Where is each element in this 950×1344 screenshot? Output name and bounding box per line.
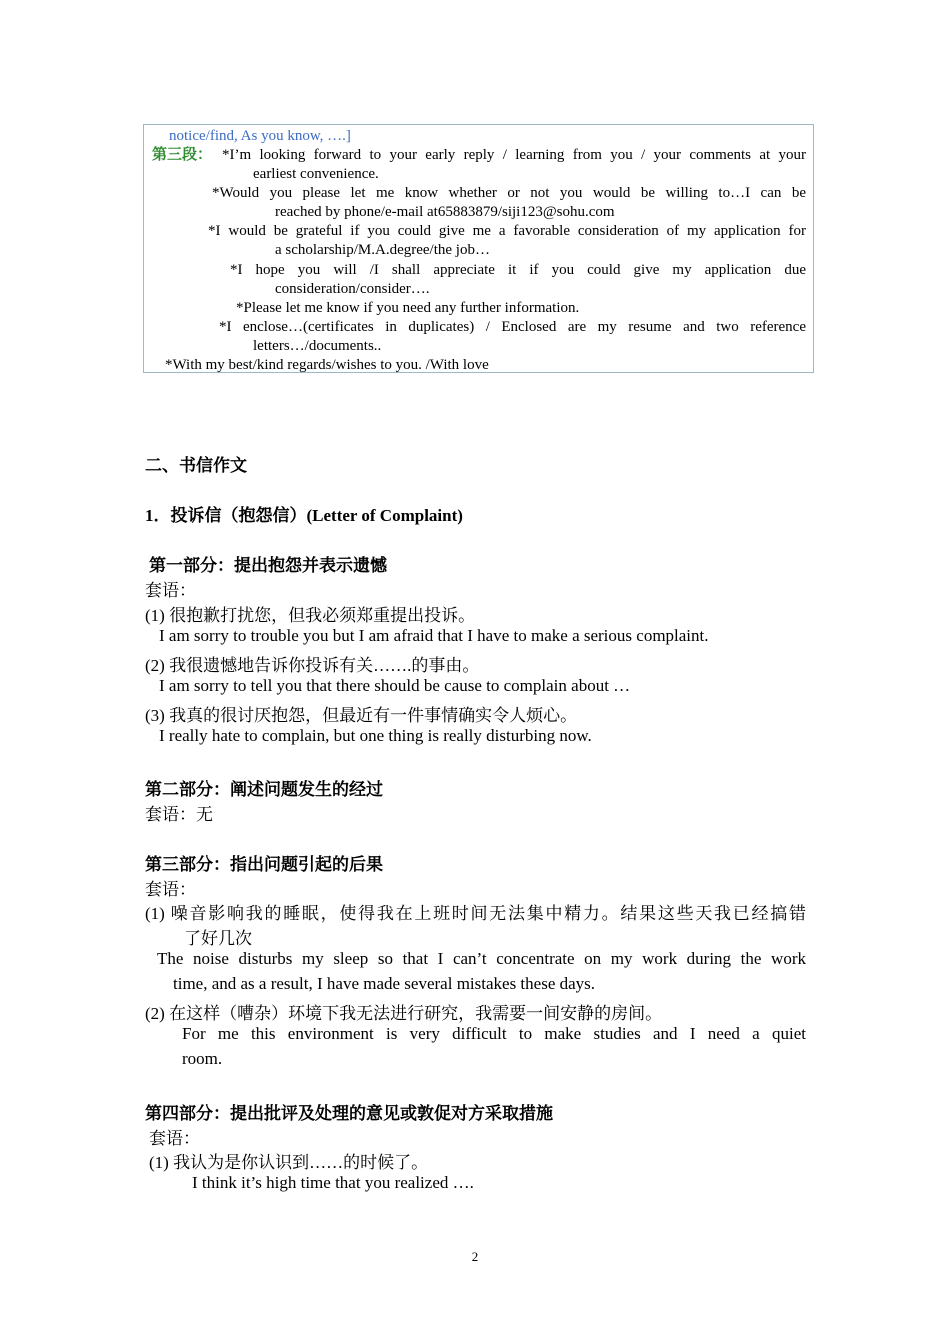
part1-en-2: I am sorry to tell you that there should be cause to complain about … [159, 676, 631, 695]
part3-en-1a: The noise disturbs my sleep so that I can’t concentrate on my work during the work [157, 949, 806, 968]
box-line-4a: *I hope you will /I shall appreciate it if you could give my application due [230, 262, 806, 278]
para3-label: 第三段： [152, 147, 213, 163]
box-line-1a: *I’m looking forward to your early reply / learning from you / your comments at your [222, 147, 806, 163]
box-line-3a: *I would be grateful if you could give me a favorable consideration of my application for [208, 223, 806, 239]
box-line-2a: *Would you please let me know whether or not you would be willing to…I can be [212, 185, 806, 201]
part3-en-2a: For me this environment is very difficult to make studies and I need a quiet [182, 1024, 806, 1043]
part1-title: 第一部分：提出抱怨并表示遗憾 [149, 556, 387, 575]
box-line-4b: consideration/consider…. [275, 281, 430, 297]
part4-en-1: I think it’s high time that you realized …. [192, 1173, 474, 1192]
part4-cn-1: (1) 我认为是你认识到……的时候了。 [149, 1153, 429, 1172]
box-line-2b: reached by phone/e-mail at65883879/siji123@sohu.com [275, 204, 615, 220]
part1-cn-3: (3) 我真的很讨厌抱怨，但最近有一件事情确实令人烦心。 [145, 706, 578, 725]
part1-en-3: I really hate to complain, but one thing is really disturbing now. [159, 726, 592, 745]
part4-title: 第四部分：提出批评及处理的意见或敦促对方采取措施 [145, 1104, 553, 1123]
part3-en-1b: time, and as a result, I have made several mistakes these days. [173, 974, 596, 993]
part3-en-2b: room. [182, 1049, 223, 1068]
box-line-6b: letters…/documents.. [253, 338, 382, 354]
part1-en-1: I am sorry to trouble you but I am afraid that I have to make a serious complaint. [159, 626, 709, 645]
section-title: 二、书信作文 [145, 456, 247, 475]
box-line-3b: a scholarship/M.A.degree/the job… [275, 242, 490, 258]
phrases-box [143, 124, 814, 373]
part1-cn-2: (2) 我很遗憾地告诉你投诉有关…….的事由。 [145, 656, 480, 675]
box-line-0: notice/find, As you know, ….] [169, 128, 351, 144]
box-line-1b: earliest convenience. [253, 166, 379, 182]
part3-cn-1b: 了好几次 [184, 929, 252, 948]
box-line-6a: *I enclose…(certificates in duplicates) / Enclosed are my resume and two reference [219, 319, 806, 335]
part2-title: 第二部分：阐述问题发生的经过 [145, 780, 383, 799]
part1-cn-1: (1) 很抱歉打扰您，但我必须郑重提出投诉。 [145, 606, 476, 625]
part2-label: 套语：无 [145, 805, 213, 824]
part3-cn-2: (2) 在这样（嘈杂）环境下我无法进行研究，我需要一间安静的房间。 [145, 1004, 663, 1023]
part4-label: 套语： [149, 1129, 200, 1148]
item1-title: 1．投诉信（抱怨信）(Letter of Complaint) [145, 506, 463, 525]
part3-title: 第三部分：指出问题引起的后果 [145, 855, 383, 874]
part3-cn-1a: (1) 噪音影响我的睡眠，使得我在上班时间无法集中精力。结果这些天我已经搞错 [145, 904, 806, 923]
page-number: 2 [471, 1249, 479, 1264]
part1-label: 套语： [145, 581, 196, 600]
part3-label: 套语： [145, 880, 196, 899]
box-line-5: *Please let me know if you need any further information. [236, 300, 580, 316]
box-line-7: *With my best/kind regards/wishes to you. /With love [165, 357, 489, 373]
